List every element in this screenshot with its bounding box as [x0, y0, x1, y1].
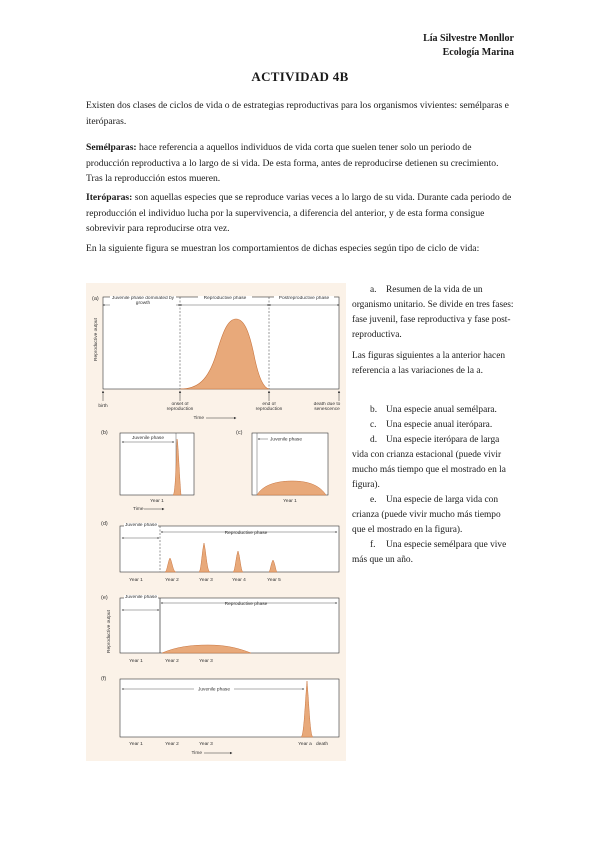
side-note: Las figuras siguientes a la anterior hacen referencia a las variaciones de la a.	[352, 351, 506, 376]
panel-d-juvenile-label: Juvenile phase	[124, 523, 157, 528]
items-list	[352, 403, 516, 568]
iteroparas-paragraph	[86, 190, 516, 237]
panel-e-year1: Year 1	[129, 659, 143, 664]
panel-c	[236, 430, 328, 504]
list-item: e. Una especie de larga vida con crianza (puede vivir mucho más tiempo que el mostrado en la figura).	[352, 495, 501, 535]
author-name: Lía Silvestre Monllor	[423, 33, 514, 44]
panel-d-year4: Year 4	[232, 578, 246, 583]
panel-b-label: (b)	[101, 430, 108, 436]
semelparas-term: Semélparas:	[86, 142, 137, 153]
header	[423, 32, 514, 60]
panel-d-label: (d)	[101, 521, 108, 527]
life-history-figure	[86, 283, 346, 761]
page-title: ACTIVIDAD 4B	[251, 69, 349, 84]
panel-f-year3: Year 3	[199, 742, 213, 747]
panel-a-postrepro-label-box	[274, 296, 334, 312]
panel-a-reproductive-label: Reproductive phase	[198, 296, 252, 301]
panel-f-yeara: Year a	[298, 742, 312, 747]
panel-a-label: (a)	[92, 296, 99, 302]
item-a	[352, 283, 516, 343]
panel-b-time-label: Time	[133, 507, 144, 512]
panel-f-juvenile-label: Juvenile phase	[197, 687, 231, 693]
onset-label-box	[160, 402, 200, 416]
list-item: d. Una especie iterópara de larga vida con crianza estacional (puede vivir mucho más tiempo que el mostrado en la figura).	[352, 435, 506, 490]
birth-label: birth	[98, 404, 108, 409]
panel-d-year5: Year 5	[267, 578, 281, 583]
death-label-box	[308, 402, 346, 416]
panel-c-label: (c)	[236, 430, 243, 436]
item-a-marker: a.	[370, 285, 377, 295]
end-label-box	[249, 402, 289, 416]
panel-c-year: Year 1	[283, 499, 297, 504]
panel-e-label: (e)	[101, 595, 108, 601]
panel-f-death: death	[315, 742, 329, 747]
panel-a-postreproductive-label: Postreproductive phase	[274, 296, 334, 301]
panel-a-juvenile-label: Juvenile phase dominated by growth	[111, 296, 175, 307]
intro-paragraph: Existen dos clases de ciclos de vida o de estrategias reproductivas para los organismos vivientes: semélparas e iteróparas.	[86, 100, 509, 127]
list-item: b. Una especie anual semélpara.	[370, 405, 497, 415]
panel-e-juvenile-label-box	[124, 595, 158, 609]
panel-a-juvenile-label-box	[110, 296, 176, 312]
list-item: c. Una especie anual iterópara.	[370, 420, 493, 430]
panel-e-juvenile-label: Juvenile phase	[124, 595, 157, 600]
semelparas-text: hace referencia a aquellos individuos de vida corta que suelen tener solo un periodo de producción reproductiva a lo largo de si vida. De esta forma, antes de reproducirse detienen su crecimiento. Tras la reproducción estos mueren.	[86, 142, 499, 184]
iteroparas-term: Iteróparas:	[86, 192, 133, 203]
panel-f-time-label: Time	[191, 751, 202, 756]
panel-a-time-label: Time	[193, 416, 204, 421]
end-label: end of reproduction	[255, 402, 283, 413]
panel-e-reproductive-label: Reproductive phase	[224, 602, 268, 607]
iteroparas-text: son aquellas especies que se reproduce varias veces a lo largo de su vida. Durante cada periodo de reproducción el individuo lucha por la supervivencia, a diferencia del anterior, y de esta forma consigue sobrevivir para reproducirse otra vez.	[86, 192, 512, 234]
onset-label: onset of reproduction	[166, 402, 194, 413]
panel-d-year1: Year 1	[129, 578, 143, 583]
panel-e-year3: Year 3	[199, 659, 213, 664]
panel-d-juvenile-label-box	[124, 523, 158, 537]
list-item: f. Una especie semélpara que vive más que un año.	[352, 540, 507, 565]
panel-f	[101, 676, 339, 756]
panel-b	[101, 430, 194, 512]
panel-e	[101, 595, 339, 664]
panel-c-juvenile-label: Juvenile phase	[270, 437, 303, 443]
panel-e-year2: Year 2	[165, 659, 179, 664]
semelparas-paragraph	[86, 140, 516, 187]
panel-a-ylabel: Reproductive output	[94, 318, 99, 361]
panel-d-year3: Year 3	[199, 578, 213, 583]
panel-a-reproductive-label-box	[198, 296, 252, 312]
panel-d-year2: Year 2	[165, 578, 179, 583]
panel-a	[92, 296, 346, 421]
figure-intro-paragraph: En la siguiente figura se muestran los comportamientos de dichas especies según tipo de ciclo de vida:	[86, 243, 480, 254]
panel-f-year1: Year 1	[129, 742, 143, 747]
panel-e-ylabel: Reproductive output	[107, 610, 112, 653]
life-history-figure-svg	[86, 283, 346, 761]
panel-f-year2: Year 2	[165, 742, 179, 747]
item-a-text: Resumen de la vida de un organismo unitario. Se divide en tres fases: fase juvenil, fase reproductiva y fase post-reproductiva.	[352, 285, 514, 340]
panel-f-label: (f)	[101, 676, 107, 682]
panel-b-frame	[120, 433, 194, 495]
death-label: death due to senescence	[313, 402, 341, 413]
panel-b-year: Year 1	[150, 499, 164, 504]
panel-d-reproductive-label: Reproductive phase	[224, 531, 268, 536]
course-name: Ecología Marina	[442, 47, 514, 58]
panel-b-juvenile-label: Juvenile phase	[131, 436, 165, 441]
panel-d	[101, 521, 339, 583]
